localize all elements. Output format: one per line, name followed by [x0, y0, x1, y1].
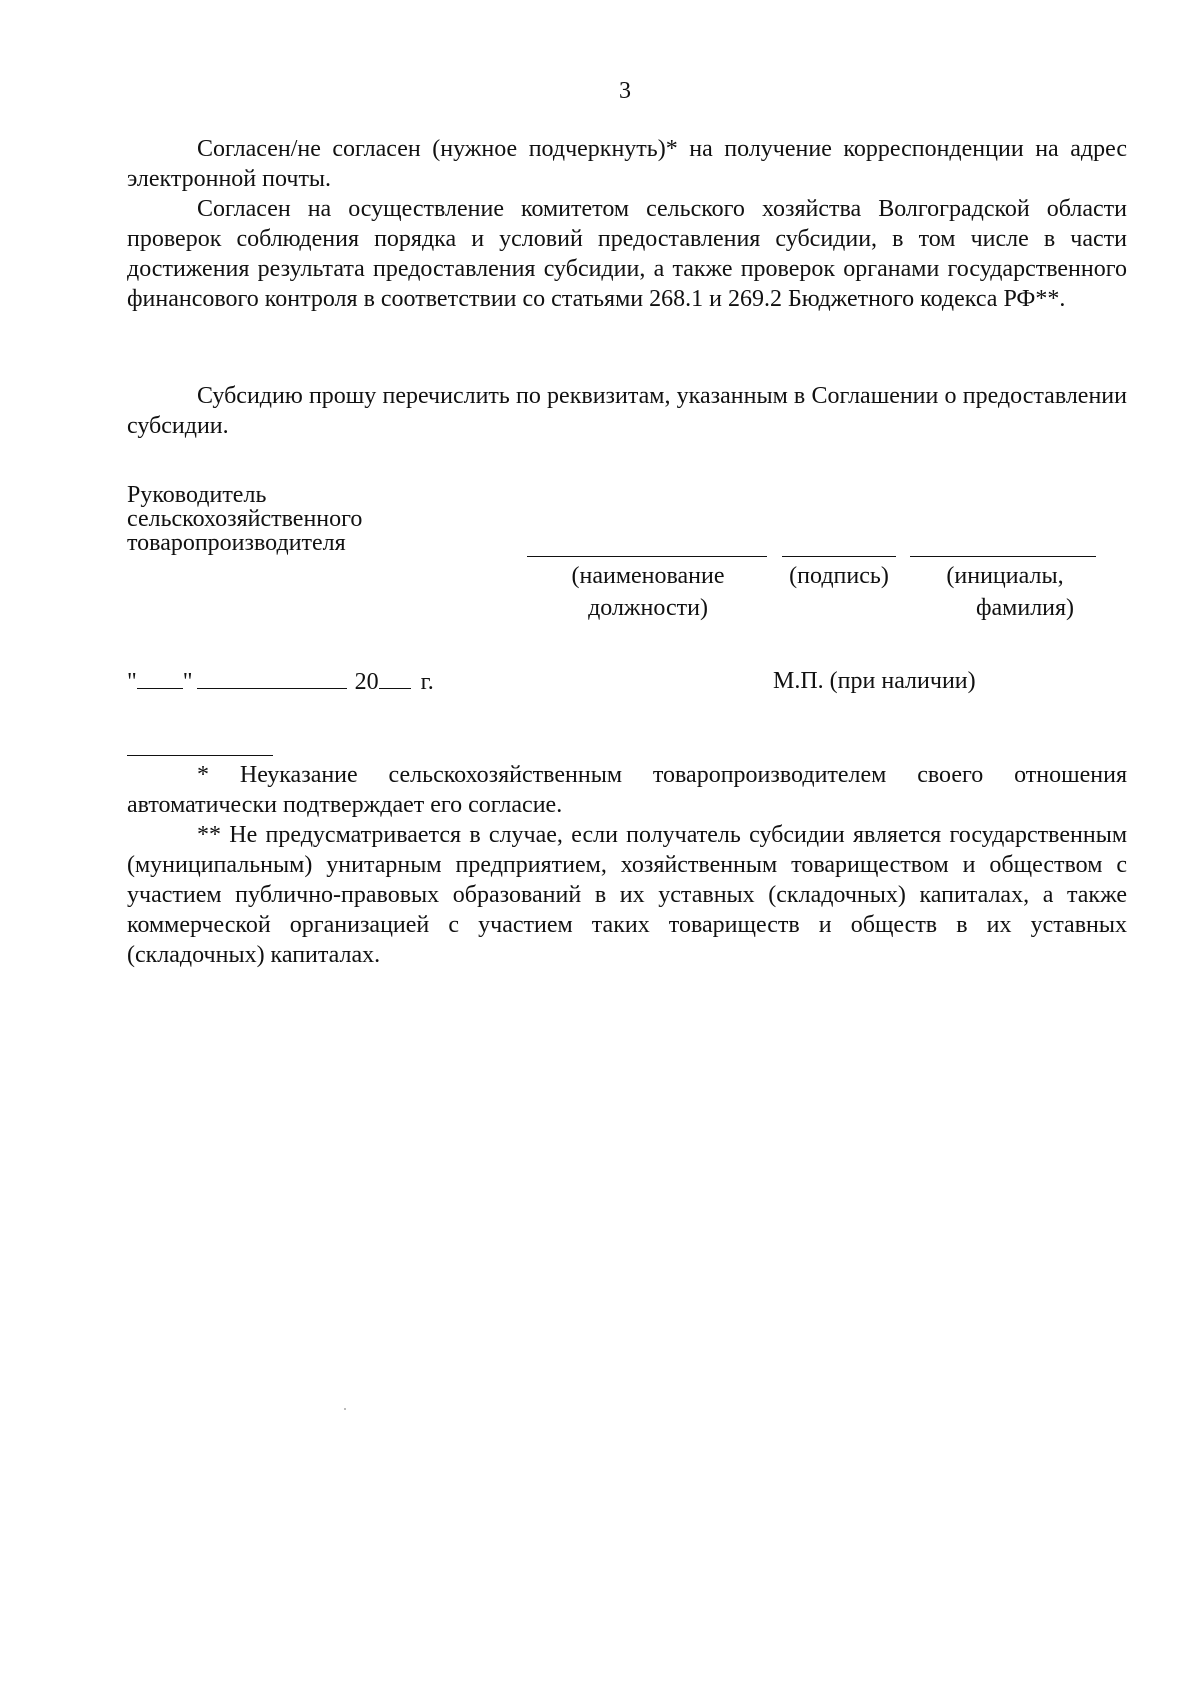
month-blank[interactable] [197, 668, 347, 689]
name-signature-line[interactable] [910, 556, 1096, 557]
footnote-single-star: * Неуказание сельскохозяйственным товаропроизводителем своего отношения автоматически подтверждает его согласие. [127, 762, 1127, 818]
signature-caption-line: (подпись) [789, 563, 889, 589]
footnote-double-star: ** Не предусматривается в случае, если получатель субсидии является государственным (муниципальным) унитарным предприятием, хозяйственным товариществом и обществом с участием публично-правовых образований в их уставных (складочных) капиталах, а также коммерческой организацией с участием таких товариществ и обществ в их уставных (складочных) капиталах. [127, 822, 1127, 968]
footnote-divider [127, 755, 273, 756]
scan-speck [344, 1408, 346, 1410]
date-open-quote: " [127, 669, 137, 695]
year-blank[interactable] [379, 668, 411, 689]
consent-checks-paragraph: Согласен на осуществление комитетом сельского хозяйства Волгоградской области проверок соблюдения порядка и условий предоставления субсидии, в том числе в части достижения результата предоставления субсидии, а также проверок органами государственного финансового контроля в соответствии со статьями 268.1 и 269.2 Бюджетного кодекса РФ**. [127, 196, 1127, 312]
signer-title-line: Руководитель [127, 482, 267, 508]
date-close-quote: " [182, 669, 193, 695]
position-caption-line: должности) [588, 595, 708, 621]
signer-title-line: сельскохозяйственного [127, 506, 363, 532]
signature-caption [776, 560, 902, 592]
signer-title-line: товаропроизводителя [127, 530, 346, 556]
name-caption-line: фамилия) [975, 595, 1075, 621]
signer-title [127, 483, 362, 555]
consent-email-paragraph: Согласен/не согласен (нужное подчеркнуть)* на получение корреспонденции на адрес электронной почты. [127, 136, 1127, 192]
signature-line[interactable] [782, 556, 896, 557]
date-line [127, 668, 434, 696]
stamp-note: М.П. (при наличии) [773, 668, 976, 694]
page-number: 3 [619, 78, 631, 104]
day-blank[interactable] [137, 668, 183, 689]
year-prefix: 20 [354, 669, 379, 695]
name-caption [914, 560, 1096, 624]
transfer-request-paragraph: Субсидию прошу перечислить по реквизитам, указанным в Соглашении о предоставлении субсидии. [127, 383, 1127, 439]
position-caption [548, 560, 748, 624]
name-caption-line: (инициалы, [946, 563, 1064, 589]
position-signature-line[interactable] [527, 556, 767, 557]
position-caption-line: (наименование [571, 563, 725, 589]
year-suffix: г. [420, 669, 434, 695]
